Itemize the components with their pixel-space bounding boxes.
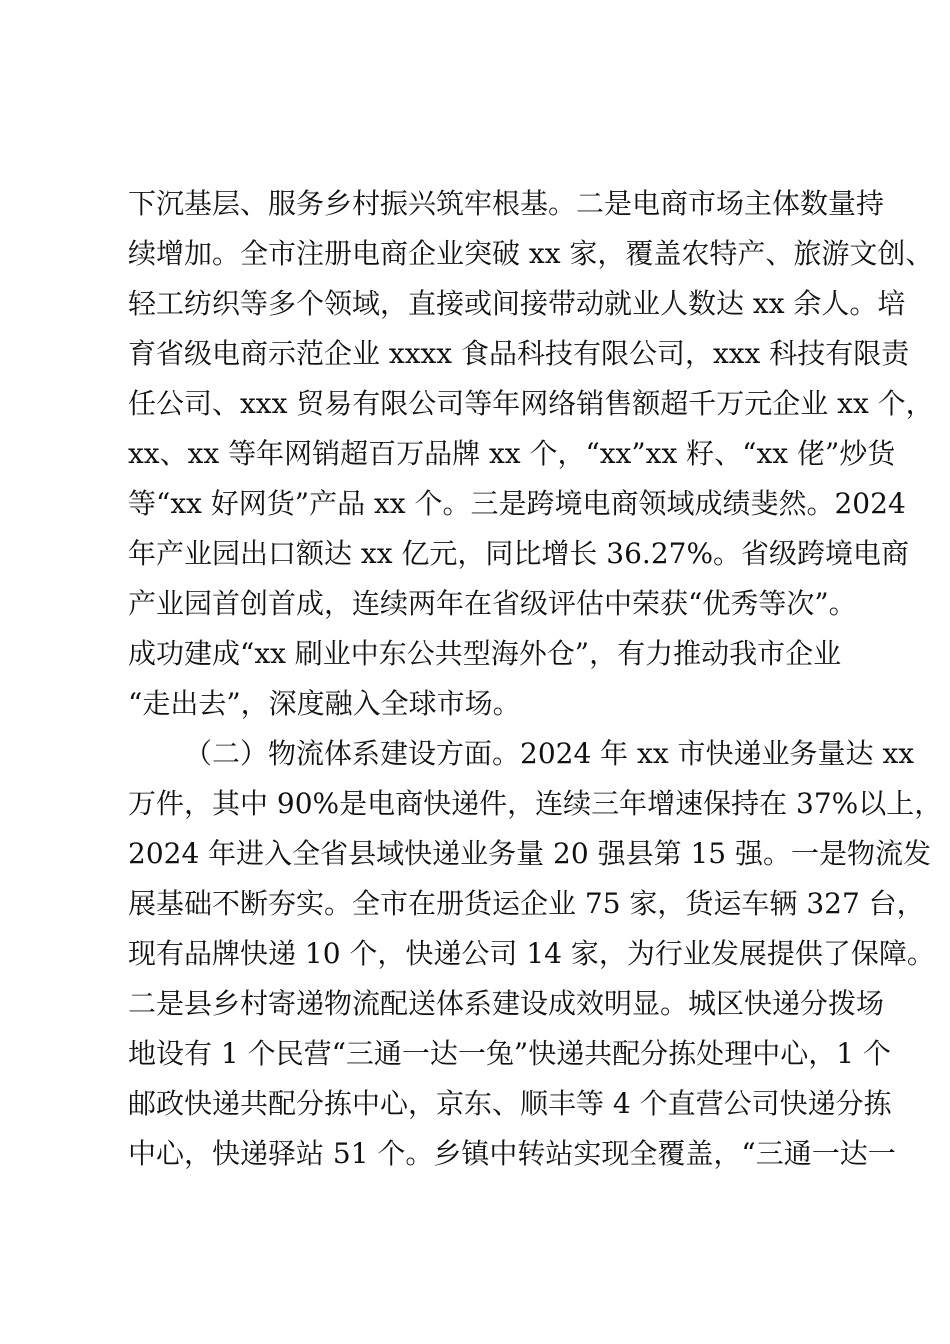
- text-line: 邮政快递共配分拣中心，京东、顺丰等 4 个直营公司快递分拣: [128, 1087, 892, 1120]
- text-line: 成功建成“xx 刷业中东公共型海外仓”，有力推动我市企业: [128, 637, 842, 670]
- text-line: 轻工纺织等多个领域，直接或间接带动就业人数达 xx 余人。培: [128, 287, 906, 320]
- text-line: 任公司、xxx 贸易有限公司等年网络销售额超千万元企业 xx 个，: [128, 387, 934, 420]
- text-line: 续增加。全市注册电商企业突破 xx 家，覆盖农特产、旅游文创、: [128, 237, 934, 270]
- text-line: 中心，快递驿站 51 个。乡镇中转站实现全覆盖，“三通一达一: [128, 1137, 896, 1170]
- text-line: “走出去”，深度融入全球市场。: [128, 687, 521, 720]
- text-line: 等“xx 好网货”产品 xx 个。三是跨境电商领域成绩斐然。2024: [128, 487, 906, 520]
- text-line: 下沉基层、服务乡村振兴筑牢根基。二是电商市场主体数量持: [128, 187, 885, 220]
- text-line: 万件，其中 90%是电商快递件，连续三年增速保持在 37%以上，: [128, 787, 943, 820]
- text-line: 产业园首创首成，连续两年在省级评估中荣获“优秀等次”。: [128, 587, 857, 620]
- text-line: 育省级电商示范企业 xxxx 食品科技有限公司，xxx 科技有限责: [128, 337, 910, 370]
- text-line: 现有品牌快递 10 个，快递公司 14 家，为行业发展提供了保障。: [128, 937, 935, 970]
- text-line: 展基础不断夯实。全市在册货运企业 75 家，货运车辆 327 台，: [128, 887, 925, 920]
- section-heading-line: （二）物流体系建设方面。2024 年 xx 市快递业务量达 xx: [184, 737, 915, 770]
- text-line: 地设有 1 个民营“三通一达一兔”快递共配分拣处理中心，1 个: [128, 1037, 891, 1070]
- text-line: xx、xx 等年网销超百万品牌 xx 个，“xx”xx 籽、“xx 佬”炒货: [128, 437, 896, 470]
- text-line: 二是县乡村寄递物流配送体系建设成效明显。城区快递分拨场: [128, 987, 885, 1020]
- text-line: 2024 年进入全省县域快递业务量 20 强县第 15 强。一是物流发: [128, 837, 932, 870]
- text-line: 年产业园出口额达 xx 亿元，同比增长 36.27%。省级跨境电商: [128, 537, 910, 570]
